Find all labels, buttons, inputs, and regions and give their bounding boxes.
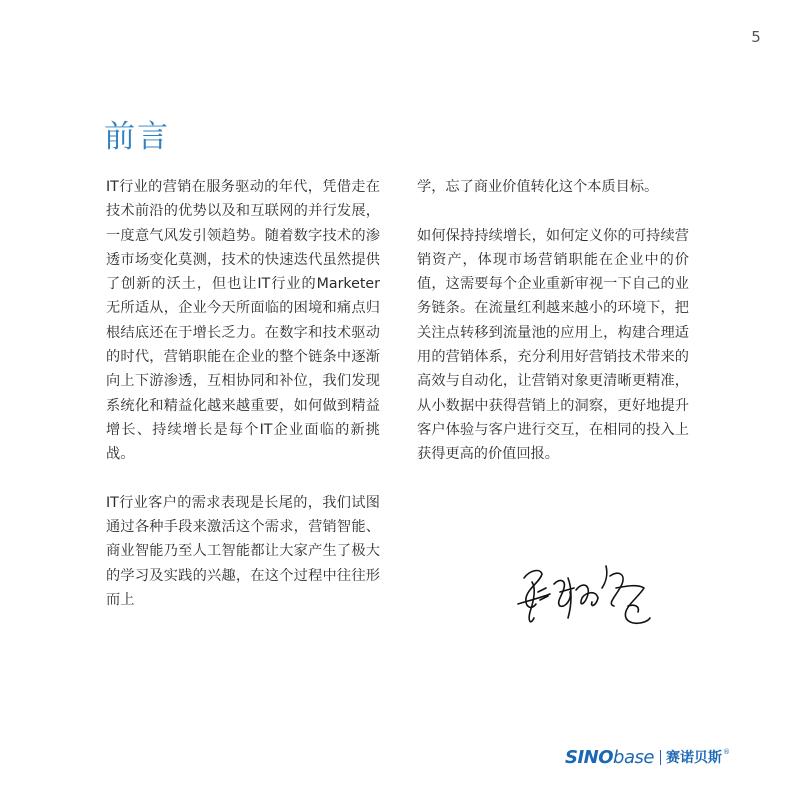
right-paragraph-2: 如何保持持续增长，如何定义你的可持续营销资产，体现市场营销职能在企业中的价值，这需要每个企业重新审视一下自己的业务链条。在流量红利越来越小的环境下，把关注点转移到流量池的应用上，构建合理适用的营销体系，充分利用好营销技术带来的高效与自动化，让营销对象更清晰更精准，从小数据中获得营销上的洞察，更好地提升客户体验与客户进行交互，在相同的投入上获得更高的价值回报。 [417, 227, 689, 463]
handwritten-signature-icon [510, 548, 660, 640]
brand-logo-base: base [613, 746, 654, 768]
brand-chinese-name: 赛诺贝斯 [665, 750, 722, 766]
left-paragraph-2: IT行业客户的需求表现是长尾的，我们试图通过各种手段来激活这个需求，营销智能、商业智能乃至人工智能都让大家产生了极大的学习及实践的兴趣，在这个过程中往往形而上 [106, 494, 380, 609]
left-paragraph-1: IT行业的营销在服务驱动的年代，凭借走在技术前沿的优势以及和互联网的并行发展，一度意气风发引领趋势。随着数字技术的渗透市场变化莫测，技术的快速迭代虽然提供了创新的沃土，但也让IT行业的Marketer无所适从，企业今天所面临的困境和痛点归根结底还在于增长乏力。在数字和技术驱动的时代，营销职能在企业的整个链条中逐渐向上下游渗透，互相协同和补位，我们发现系统化和精益化越来越重要，如何做到精益增长、持续增长是每个IT企业面临的新挑战。 [106, 179, 380, 463]
brand-logo-sino: SINO [565, 746, 614, 768]
page-title: 前言 [104, 118, 170, 155]
page-number: 5 [751, 28, 761, 46]
brand-divider [660, 750, 661, 765]
left-column [106, 175, 380, 637]
brand-logo [565, 744, 730, 770]
registered-mark: ® [722, 748, 730, 756]
right-paragraph-1: 学，忘了商业价值转化这个本质目标。 [417, 179, 659, 195]
right-column [417, 175, 689, 491]
